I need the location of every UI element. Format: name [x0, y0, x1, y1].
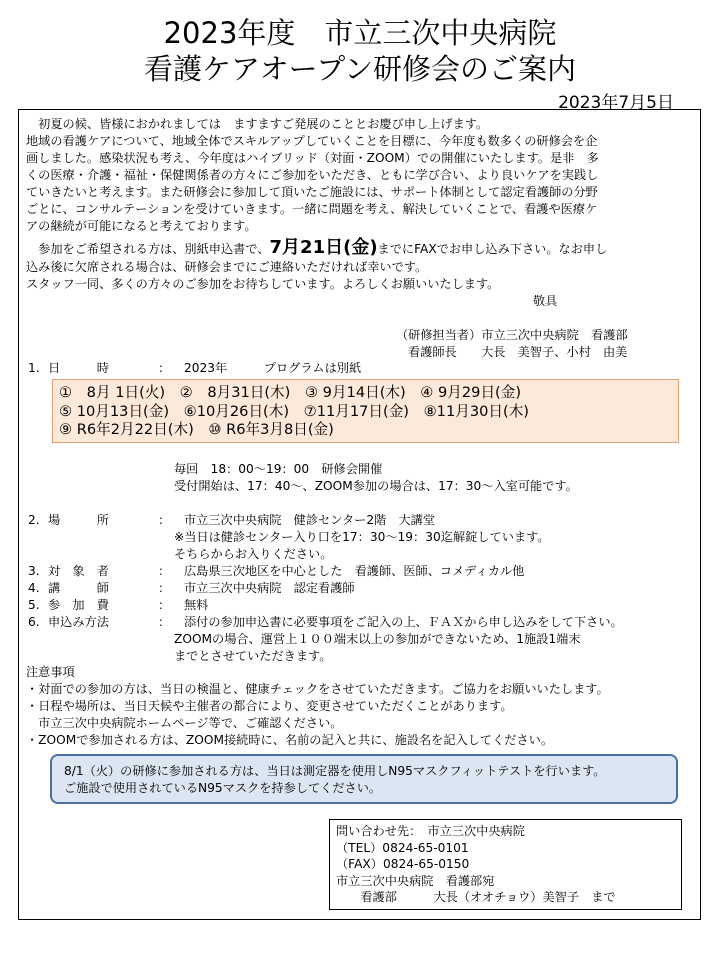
- item-value: 2023年 プログラムは別紙: [184, 361, 362, 375]
- page-title-line1: 2023年度 市立三次中央病院: [163, 16, 557, 50]
- issue-date: 2023年7月5日: [558, 93, 674, 113]
- item-number: 1.: [28, 361, 40, 375]
- closing-text: 敬具: [533, 294, 558, 308]
- intro-line: くの医療・介護・福祉・保健関係者の方々にご参加をいただき、ともに学び合い、より良いケアを実践し: [26, 168, 599, 182]
- place-note-1: ※当日は健診センター入り口を17：30～19：30迄解錠しています。: [174, 530, 550, 544]
- item-colon: ：: [158, 361, 171, 375]
- contact-line: 看護部 大長（オオチョウ）美智子 まで: [336, 890, 616, 904]
- session-dates-row: ① 8月 1日(火) ② 8月31日(木) ③ 9月14日(木) ④ 9月29日(金): [59, 384, 522, 401]
- item-value: 広島県三次地区を中心とした 看護師、医師、コメディカル他: [184, 564, 525, 578]
- notes-line: ・ZOOMで参加される方は、ZOOM接続時に、名前の記入と共に、施設名を記入してください。: [26, 733, 554, 747]
- intro-line: ごとに、コンサルテーションを受けていきます。一緒に問題を考え、解決していくことで、看護や医療ケ: [26, 202, 598, 216]
- notice-line-1: 8/1（火）の研修に参加される方は、当日は測定器を使用しN95マスクフィットテストを行います。: [64, 764, 606, 778]
- notes-line: 市立三次中央病院ホームページ等で、ご確認ください。: [26, 716, 343, 730]
- item-number: 6.: [28, 615, 40, 629]
- place-note-2: そちらからお入りください。: [174, 547, 333, 561]
- item-colon: ：: [158, 598, 171, 612]
- session-dates-row: ⑤ 10月13日(金) ⑥10月26日(木) ⑦11月17日(金) ⑧11月30日(木): [59, 402, 529, 420]
- item-label: 講 師: [48, 581, 109, 595]
- contact-line: 問い合わせ先： 市立三次中央病院: [336, 824, 525, 838]
- session-dates-box: [52, 379, 679, 443]
- intro-line: 初夏の候、皆様におかれましては ますますご発展のこととお慶び申し上げます。: [26, 117, 489, 131]
- item-label: 参 加 費: [48, 598, 109, 612]
- organizer-line-1: （研修担当者）市立三次中央病院 看護部: [396, 328, 628, 342]
- apply-post: までにFAXでお申し込み下さい。なお申し: [377, 242, 608, 256]
- notes-line: ・日程や場所は、当日天候や主催者の都合により、変更させていただくことがあります。: [26, 699, 513, 713]
- item-colon: ：: [158, 564, 171, 578]
- item-colon: ：: [158, 513, 171, 527]
- item-schedule: [28, 360, 361, 377]
- contact-fax: （FAX）0824-65-0150: [336, 857, 470, 871]
- notice-line-2: ご施設で使用されているN95マスクを持参してください。: [64, 781, 382, 795]
- apply-line: [26, 237, 607, 260]
- item-number: 5.: [28, 598, 40, 612]
- intro-paragraph: [26, 116, 599, 235]
- item-colon: ：: [158, 581, 171, 595]
- item-method: [28, 614, 623, 631]
- item-fee: [28, 597, 208, 614]
- method-note-1: ZOOMの場合、運営上１００端末以上の参加ができないため、1施設1端末: [174, 632, 581, 646]
- intro-line: ていきたいと考えます。また研修会に参加して頂いたご施設には、サポート体制として認定看護師の分野: [26, 185, 598, 199]
- mask-fit-test-notice: [50, 754, 678, 804]
- item-value: 市立三次中央病院 認定看護師: [184, 581, 355, 595]
- session-dates-row: ⑨ R6年2月22日(木) ⑩ R6年3月8日(金): [59, 421, 334, 438]
- item-target: [28, 563, 524, 580]
- session-time: 毎回 18：00～19：00 研修会開催: [174, 462, 383, 476]
- item-label: 場 所: [48, 513, 109, 527]
- contact-tel: （TEL）0824-65-0101: [336, 840, 469, 855]
- intro-line: 地域の看護ケアについて、地域全体でスキルアップしていくことを目標に、今年度も数多くの研修会を企: [26, 134, 598, 148]
- item-label: 申込み方法: [48, 615, 109, 629]
- item-place: [28, 512, 435, 529]
- page-title-line2: 看護ケアオープン研修会のご案内: [143, 52, 577, 86]
- item-value: 無料: [184, 598, 209, 612]
- item-lecturer: [28, 580, 355, 597]
- intro-line: 画しました。感染状況も考え、今年度はハイブリッド（対面・ZOOM）での開催にいたします。是非 多: [26, 151, 599, 165]
- apply-pre: 参加をご希望される方は、別紙申込書で、: [26, 242, 270, 256]
- intro-line: アの継続が可能になると考えております。: [26, 219, 257, 233]
- item-value: 添付の参加申込書に必要事項をご記入の上、ＦＡＸから申し込みをして下さい。: [184, 615, 623, 629]
- method-note-2: までとさせていただきます。: [174, 649, 332, 663]
- item-number: 4.: [28, 581, 40, 595]
- notes-section: [26, 664, 609, 749]
- item-label: 対 象 者: [48, 564, 109, 578]
- item-number: 2.: [28, 513, 40, 527]
- notes-heading: 注意事項: [26, 665, 75, 679]
- notes-line: ・対面での参加の方は、当日の検温と、健康チェックをさせていただきます。ご協力をお願いいたします。: [26, 682, 609, 696]
- apply-line-2: 込み後に欠席される場合は、研修会までにご連絡いただければ幸いです。: [26, 260, 428, 274]
- session-reception: 受付開始は、17：40～、ZOOM参加の場合は、17：30～入室可能です。: [174, 479, 578, 493]
- apply-line-3: スタッフ一同、多くの方々のご参加をお待ちしています。よろしくお願いいたします。: [26, 277, 500, 291]
- contact-box: [329, 819, 682, 910]
- contact-line: 市立三次中央病院 看護部宛: [336, 873, 495, 888]
- apply-deadline: 7月21日(金): [269, 237, 378, 258]
- item-value: 市立三次中央病院 健診センター2階 大講堂: [184, 513, 436, 527]
- item-label: 日 時: [48, 361, 109, 375]
- item-colon: ：: [158, 615, 171, 629]
- item-number: 3.: [28, 564, 40, 578]
- organizer-line-2: 看護師長 大長 美智子、小村 由美: [408, 345, 628, 359]
